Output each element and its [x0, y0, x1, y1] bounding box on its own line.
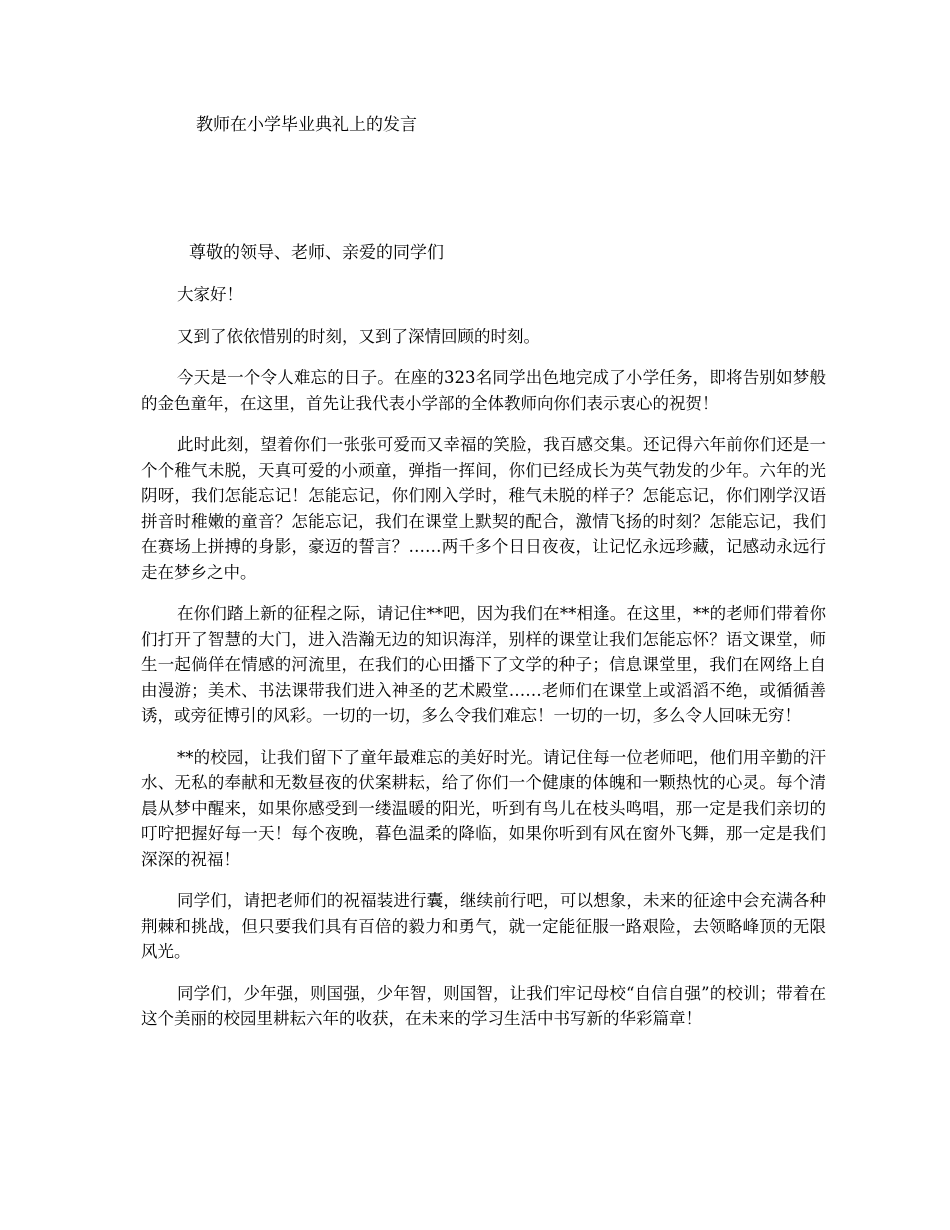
paragraph-opening: 又到了依依惜别的时刻，又到了深情回顾的时刻。: [177, 326, 540, 346]
paragraph-classrooms: 在你们踏上新的征程之际，请记住**吧，因为我们在**相逢。在这里，**的老师们带着你们打开了智慧的大门，进入浩瀚无边的知识海洋，别样的课堂让我们怎能忘怀？语文课堂，师生一起倘佯在情感的河流里，在我们的心田播下了文学的种子；信息课堂里，我们在网络上自由漫游；美术、书法课带我们进入神圣的艺术殿堂……老师们在课堂上或滔滔不绝，或循循善诱，或旁征博引的风彩。一切的一切，多么令我们难忘！一切的一切，多么令人回味无穷！: [141, 604, 826, 725]
salutation: 尊敬的领导、老师、亲爱的同学们: [189, 243, 444, 263]
paragraph-memories: 此时此刻，望着你们一张张可爱而又幸福的笑脸，我百感交集。还记得六年前你们还是一个个稚气未脱，天真可爱的小顽童，弹指一挥间，你们已经成长为英气勃发的少年。六年的光阴呀，我们怎能忘记！怎能忘记，你们刚入学时，稚气未脱的样子？怎能忘记，你们刚学汉语拼音时稚嫩的童音？怎能忘记，我们在课堂上默契的配合，激情飞扬的时刻？怎能忘记，我们在赛场上拼搏的身影，豪迈的誓言？……两千多个日日夜夜，让记忆永远珍藏，记感动永远行走在梦乡之中。: [141, 435, 826, 582]
paragraph-journey: 同学们，请把老师们的祝福装进行囊，继续前行吧，可以想象，未来的征途中会充满各种荆棘和挑战，但只要我们具有百倍的毅力和勇气，就一定能征服一路艰险，去领略峰顶的无限风光。: [141, 891, 826, 961]
document-body: [141, 282, 826, 1048]
paragraph-campus: **的校园，让我们留下了童年最难忘的美好时光。请记住每一位老师吧，他们用辛勤的汗水、无私的奉献和无数昼夜的伏案耕耘，给了你们一个健康的体魄和一颗热忱的心灵。每个清晨从梦中醒来，如果你感受到一缕温暖的阳光，听到有鸟儿在枝头鸣唱，那一定是我们亲切的叮咛把握好每一天！每个夜晚，暮色温柔的降临，如果你听到有风在窗外飞舞，那一定是我们深深的祝福！: [141, 747, 826, 869]
document-title: 教师在小学毕业典礼上的发言: [196, 115, 417, 135]
paragraph-congratulations: 今天是一个令人难忘的日子。在座的323名同学出色地完成了小学任务，即将告别如梦般的金色童年，在这里，首先让我代表小学部的全体教师向你们表示衷心的祝贺！: [141, 368, 826, 413]
paragraph-greeting: 大家好！: [177, 285, 243, 304]
paragraph-closing: 同学们，少年强，则国强，少年智，则国智，让我们牢记母校“自信自强”的校训；带着在这个美丽的校园里耕耘六年的收获，在未来的学习生活中书写新的华彩篇章！: [141, 983, 826, 1028]
